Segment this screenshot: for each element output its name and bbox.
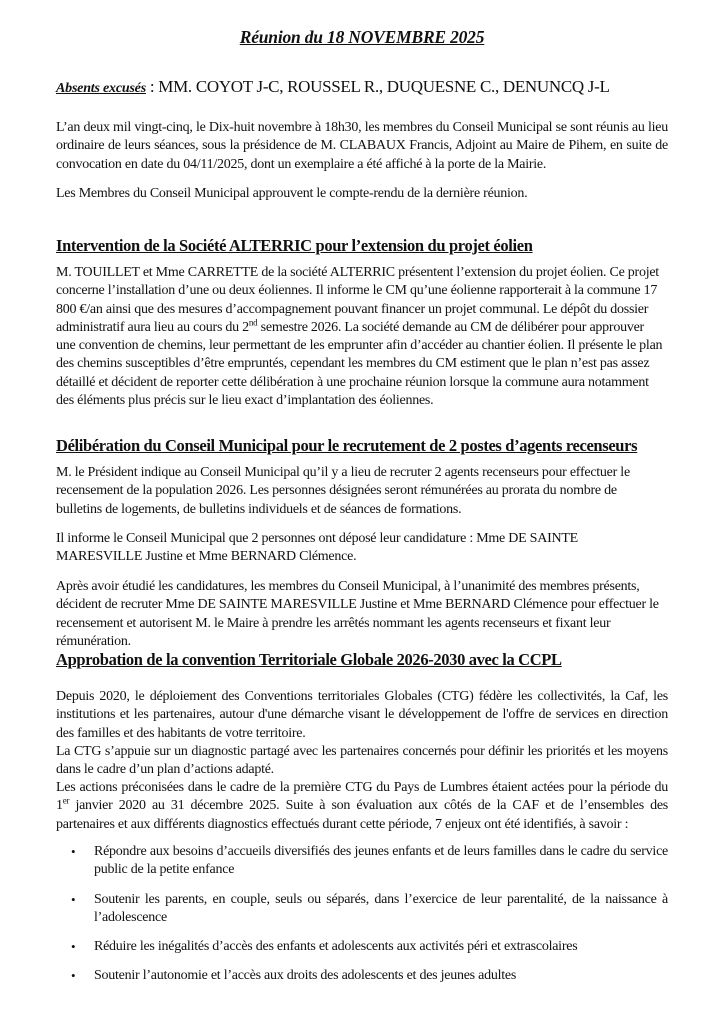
absents-names: MM. COYOT J-C, ROUSSEL R., DUQUESNE C., DENUNCQ J-L: [158, 77, 610, 96]
bullet-icon: •: [71, 891, 76, 907]
ctg-paragraph-3: [56, 779, 668, 834]
list-item-text: Soutenir l’autonomie et l’accès aux droits des adolescents et des jeunes adultes: [94, 968, 517, 984]
absents-label: Absents excusés: [56, 81, 146, 96]
section-alterric-paragraph: [56, 264, 664, 410]
intro-paragraph: L’an deux mil vingt-cinq, le Dix-huit novembre à 18h30, les membres du Conseil Municipal se sont réunis au lieu ordinaire de leurs séances, sous la présidence de M. CLABAUX Francis, Adjoint au Maire de Pihem, en suite de convocation en date du 04/11/2025, dont un exemplaire a été affiché à la porte de la Mairie.: [56, 120, 668, 172]
absents-separator: :: [145, 77, 159, 96]
document-title: Réunion du 18 NOVEMBRE 2025: [239, 27, 485, 47]
list-item: [70, 843, 668, 880]
list-item-text: Soutenir les parents, en couple, seuls ou séparés, dans l’exercice de leur parentalité, de la naissance à l’adolescence: [94, 891, 668, 925]
section-heading-ctg: Approbation de la convention Territoriale Globale 2026-2030 avec la CCPL: [56, 650, 562, 669]
bullet-icon: •: [71, 844, 76, 859]
superscript: nd: [248, 317, 258, 328]
paragraph-text: janvier 2020 au 31 décembre 2025. Suite à son évaluation aux côtés de la CAF et de l’ensembles des partenaires et aux différents diagnostics effectués durant cette période, 7 enjeux ont été identifiés, à savoir :: [56, 798, 668, 832]
superscript: er: [62, 795, 70, 806]
absents-line: [56, 77, 610, 97]
section-heading-alterric: Intervention de la Société ALTERRIC pour l’extension du projet éolien: [56, 236, 533, 255]
list-item-text: Répondre aux besoins d’accueils diversifiés des jeunes enfants et de leurs familles dans le cadre du service public de la petite enfance: [94, 844, 668, 878]
paragraph-text: M. TOUILLET et Mme CARRETTE de la société ALTERRIC présentent l’extension du projet éolien. Ce projet concerne l’installation d’une ou deux éoliennes. Il informe le CM qu’une éolienne rapporterait à la commune 17 800 €/an ainsi que des mesures d’accompagnement pouvant financer un projet communal. Le dépôt du dossier administratif aura lieu au cours du 2: [56, 265, 659, 335]
paragraph-text: Les actions préconisées dans le cadre de la première CTG du Pays de Lumbres étaient actées pour la période du 1: [56, 780, 668, 814]
section-heading-recruitment: Délibération du Conseil Municipal pour le recrutement de 2 postes d’agents recenseurs: [56, 436, 638, 455]
ctg-issues-list: [70, 843, 668, 997]
list-item-text: Réduire les inégalités d’accès des enfants et adolescents aux activités péri et extrascolaires: [94, 939, 578, 955]
recruitment-paragraph-3: Après avoir étudié les candidatures, les membres du Conseil Municipal, à l’unanimité des membres présents, décident de recruter Mme DE SAINTE MARESVILLE Justine et Mme BERNARD Clémence pour effectuer le recensement et autorisent M. le Maire à prendre les arrêtés nommant les agents recenseurs et fixant leur rémunération.: [56, 579, 659, 649]
list-item: [70, 938, 668, 956]
recruitment-paragraph-2: Il informe le Conseil Municipal que 2 personnes ont déposé leur candidature : Mme DE SAINTE MARESVILLE Justine et Mme BERNARD Clémence.: [56, 531, 578, 565]
bullet-icon: •: [71, 939, 76, 955]
list-item: [70, 967, 668, 985]
ctg-paragraph-2: La CTG s’appuie sur un diagnostic partagé avec les partenaires concernés pour définir les priorités et les moyens dans le cadre d’un plan d’actions adapté.: [56, 744, 668, 778]
bullet-icon: •: [71, 968, 76, 984]
recruitment-paragraph-1: M. le Président indique au Conseil Municipal qu’il y a lieu de recruter 2 agents recenseurs pour effectuer le recensement de la population 2026. Les personnes désignées seront rémunérées au prorata du nombre de bulletins de logements, de bulletins individuels et de séances de formations.: [56, 465, 630, 517]
ctg-paragraph-1: Depuis 2020, le déploiement des Conventions territoriales Globales (CTG) fédère les collectivités, la Caf, les institutions et les partenaires, autour d'une démarche visant le développement de l'offre de services en direction des familles et des habitants de votre territoire.: [56, 689, 668, 741]
paragraph-text: semestre 2026. La société demande au CM de délibérer pour approuver une convention de chemins, leur permettant de les emprunter afin d’accéder au chantier éolien. Il présente le plan des chemins susceptibles d’être empruntés, cependant les membres du CM estiment que le plan n’est pas assez détaillé et décident de reporter cette délibération à une prochaine réunion lorsque la commune aura notamment des éléments plus précis sur le lieu exact d’implantation des éoliennes.: [56, 319, 663, 409]
approval-paragraph: Les Membres du Conseil Municipal approuvent le compte-rendu de la dernière réunion.: [56, 186, 528, 201]
list-item: [70, 891, 668, 928]
